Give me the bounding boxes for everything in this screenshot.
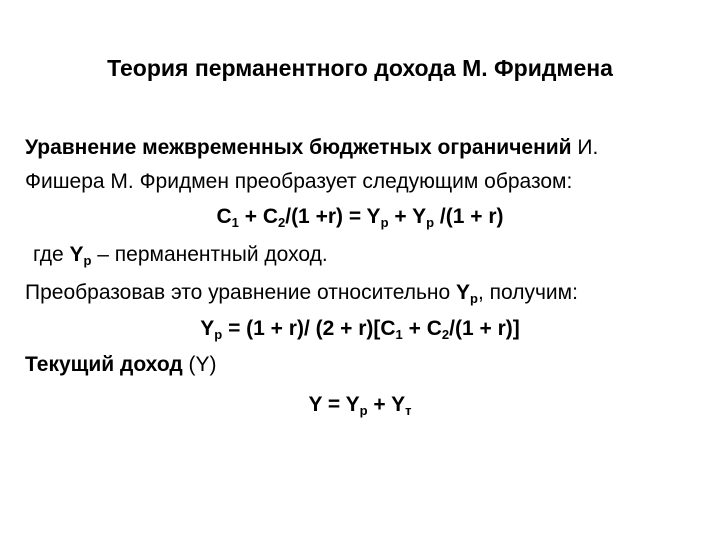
paragraph-line-7 (25, 351, 217, 379)
formula-part: Y (200, 317, 215, 340)
formula-part: = (1 + r)/ (2 + r)[C (222, 317, 396, 340)
symbol: Y (69, 243, 84, 266)
formula-subscript: p (359, 403, 368, 418)
slide-title: Теория перманентного дохода М. Фридмена (107, 55, 613, 81)
bold-term: Уравнение межвременных бюджетных ограничений (25, 136, 572, 159)
formula-part: C (216, 205, 232, 228)
formula-subscript: 1 (231, 215, 239, 230)
formula-subscript: т (405, 403, 412, 418)
formula-part: Y = Y (308, 393, 360, 416)
formula-subscript: p (380, 215, 389, 230)
symbol: Y (456, 281, 471, 304)
formula-part: + Y (367, 393, 406, 416)
formula-subscript: p (426, 215, 435, 230)
line-text: – перманентный доход. (91, 243, 328, 266)
formula-budget-constraint (0, 203, 720, 231)
formula-part: /(1 + r) (434, 205, 504, 228)
formula-subscript: 2 (278, 215, 286, 230)
line-text: И. (571, 136, 599, 159)
symbol-subscript: p (470, 291, 478, 306)
paragraph-line-1 (25, 134, 598, 162)
formula-part: + C (238, 205, 278, 228)
paragraph-line-5 (25, 279, 578, 307)
line-text: Преобразовав это уравнение относительно (25, 281, 457, 304)
line-text: где (33, 243, 70, 266)
line-text: , получим: (477, 281, 578, 304)
symbol-subscript: p (83, 253, 92, 268)
formula-current-income (0, 391, 720, 419)
formula-subscript: p (214, 327, 223, 342)
formula-part: /(1 +r) = Y (285, 205, 381, 228)
formula-subscript: 1 (395, 327, 403, 342)
formula-subscript: 2 (441, 327, 450, 342)
formula-part: /(1 + r)] (449, 317, 520, 340)
formula-part: + C (402, 317, 442, 340)
paragraph-line-2: Фишера М. Фридмен преобразует следующим образом: (25, 170, 573, 193)
formula-part: + Y (388, 205, 427, 228)
paragraph-line-4 (33, 241, 328, 269)
bold-term: Текущий доход (25, 353, 183, 376)
line-text: (Y) (182, 353, 217, 376)
formula-permanent-income (0, 315, 720, 343)
